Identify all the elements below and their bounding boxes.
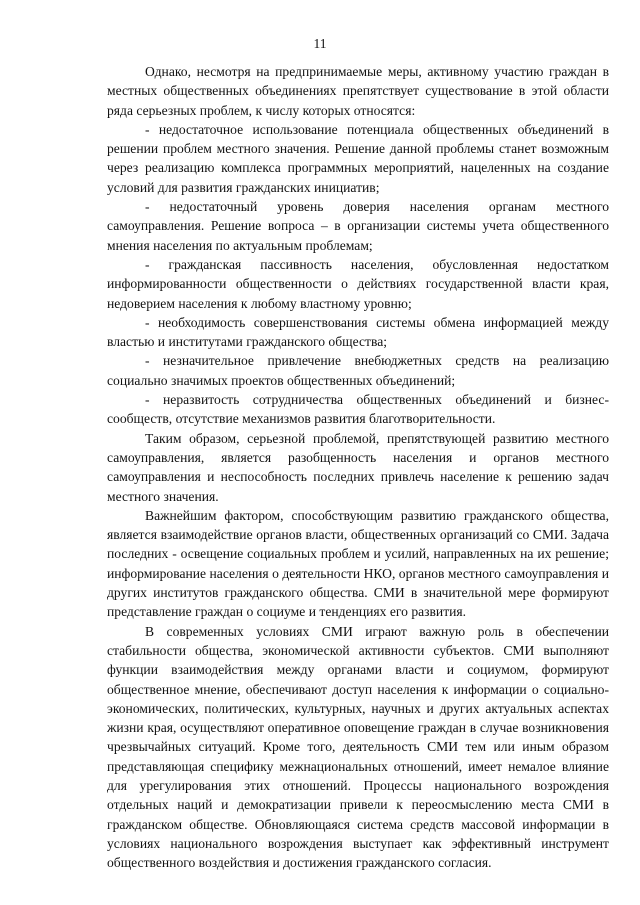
paragraph-media-factor: Важнейшим фактором, способствующим развитию гражданского общества, является взаимодействие органов власти, общественных организаций со СМИ. Задача последних - освещение социальных проблем и усилий, направленных на их решение; информирование населения о деятельности НКО, органов местного самоуправления и других институтов гражданского общества. СМИ в значительной мере формируют представление граждан о социуме и тенденциях его развития. [107, 507, 609, 620]
list-item-funding: - незначительное привлечение внебюджетных средств на реализацию социально значимых проектов общественных объединений; [107, 353, 609, 388]
paragraph-conclusion: Таким образом, серьезной проблемой, препятствующей развитию местного самоуправления, является разобщенность населения и органов местного самоуправления и неспособность последних привлечь население к решению задач местного значения. [107, 430, 609, 504]
page-number: 11 [313, 36, 327, 51]
paragraph-media-role: В современных условиях СМИ играют важную роль в обеспечении стабильности общества, экономической активности субъектов. СМИ выполняют функции взаимодействия между органами власти и социумом, формируют общественное мнение, обеспечивают доступ населения к информации о социально-экономических, политических, культурных, научных и других актуальных аспектах жизни края, осуществляют оперативное оповещение граждан в случае возникновения чрезвычайных ситуаций. Кроме того, деятельность СМИ тем или иным образом представляющая специфику межнациональных отношений, имеет немалое влияние для урегулирования этих отношений. Процессы национального возрождения отдельных наций и демократизации привели к переосмыслению места СМИ в гражданском обществе. Обновляющаяся система средств массовой информации в условиях национального возрождения выступает как эффективный инструмент общественного воздействия и достижения гражданского согласия. [107, 623, 609, 871]
document-body [107, 62, 609, 872]
list-item-passivity: - гражданская пассивность населения, обусловленная недостатком информированности общественности о действиях государственной власти края, недоверием населения к любому властному уровню; [107, 256, 609, 311]
paragraph-intro: Однако, несмотря на предпринимаемые меры, активному участию граждан в местных общественных объединениях препятствует существование в этой области ряда серьезных проблем, к числу которых относятся: [107, 64, 609, 118]
list-item-trust: - недостаточный уровень доверия населения органам местного самоуправления. Решение вопроса – в организации системы учета общественного мнения населения по актуальным проблемам; [107, 199, 609, 253]
list-item-cooperation: - неразвитость сотрудничества общественных объединений и бизнес-сообществ, отсутствие механизмов развития благотворительности. [107, 392, 609, 427]
list-item-potential: - недостаточное использование потенциала общественных объединений в решении проблем местного значения. Решение данной проблемы станет возможным через реализацию комплекса программных мероприятий, нацеленных на создание условий для развития гражданских инициатив; [107, 121, 609, 195]
list-item-information-exchange: - необходимость совершенствования системы обмена информацией между властью и институтами гражданского общества; [107, 314, 609, 350]
